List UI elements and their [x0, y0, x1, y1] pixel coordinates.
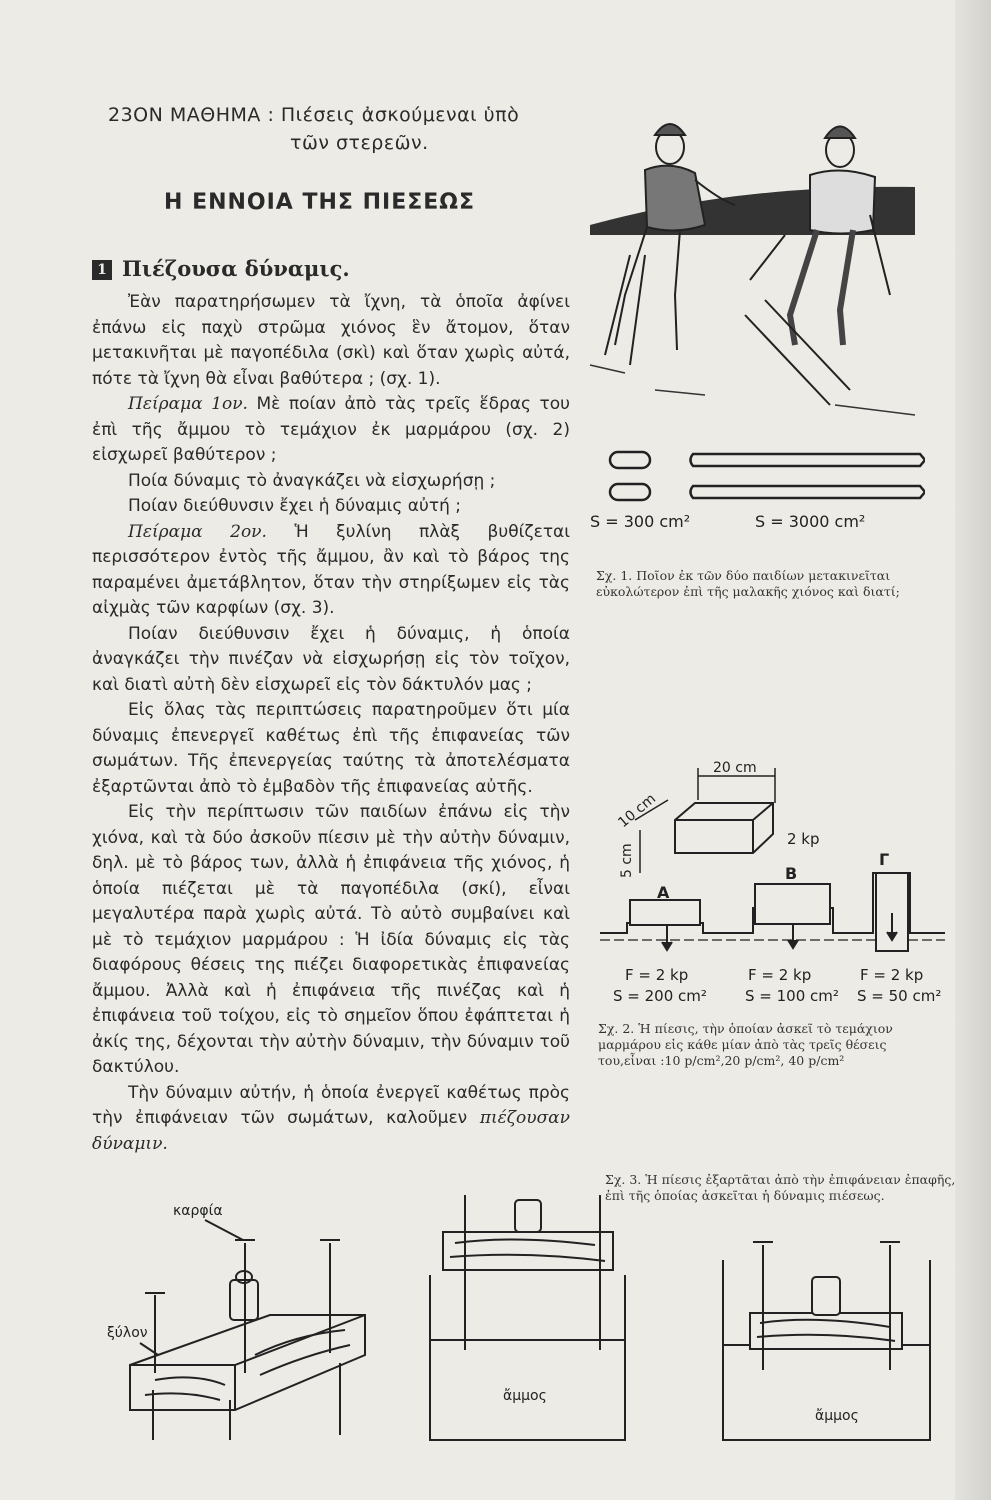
experiment-2-label: Πείραμα 2ον. — [128, 521, 267, 542]
force-b-label: F = 2 kp — [748, 966, 812, 984]
figure-2-caption: Σχ. 2. Ἡ πίεσις, τὴν ὁποίαν ἀσκεῖ τὸ τεμάχιον μαρμάρου εἰς κάθε μίαν ἀπὸ τὰς τρεῖς θέσεις του,εἶναι :10 p/cm²,20 p/cm², 40 p/cm² — [598, 1021, 893, 1068]
figure-3-nails-illustration — [95, 1195, 955, 1445]
experiment-1-label: Πείραμα 1ον. — [128, 394, 248, 414]
paragraph-3: Ποία δύναμις τὸ ἀναγκάζει νὰ εἰσχωρήσῃ ; — [128, 470, 496, 491]
area-small-label: S = 300 cm² — [590, 512, 691, 530]
paragraph-5-text: Ἡ ξυλίνη πλὰξ βυθίζεται περισσότερον ἐντὸς τῆς ἄμμου, ἂν καὶ τὸ βάρος της παραμένει ἀμετάβλητον, ὅταν τὴν στηρίξωμεν εἰς τὰς αἰχμὰς τῶν καρφίων (σχ. 3). — [92, 521, 571, 618]
figure-3-caption: Σχ. 3. Ἡ πίεσις ἐξαρτᾶται ἀπὸ τὴν ἐπιφάνειαν ἐπαφῆς, ἐπὶ τῆς ὁποίας ἀσκεῖται ἡ δύναμις πιέσεως. — [605, 1172, 956, 1203]
lesson-header — [108, 104, 548, 154]
lesson-header-line-2: τῶν στερεῶν. — [290, 132, 429, 154]
ski-bottom — [691, 486, 926, 498]
main-text-block — [92, 290, 570, 1157]
area-large-label: S = 3000 cm² — [755, 512, 866, 530]
label-sand-2: ἄμμος — [815, 1408, 859, 1424]
force-a-label: F = 2 kp — [625, 966, 689, 984]
term-pressing-force: πιέζουσαν δύναμιν. — [92, 1108, 570, 1154]
label-b: Β — [785, 864, 798, 883]
force-c-label: F = 2 kp — [860, 966, 924, 984]
chapter-title: Η ΕΝΝΟΙΑ ΤΗΣ ΠΙΕΣΕΩΣ — [164, 190, 476, 215]
block-b — [755, 884, 830, 924]
lesson-header-line-1: 23ΟΝ ΜΑΘΗΜΑ : Πιέσεις ἀσκούμεναι ὑπὸ — [108, 104, 520, 126]
paragraph-7: Εἰς ὅλας τὰς περιπτώσεις παρατηροῦμεν ὅτι μία δύναμις ἐπενεργεῖ καθέτως ἐπὶ τῆς ἐπιφανείας τῶν σωμάτων. Τῆς ἐπενεργείας ταύτης τὰ ἀποτελέσματα ἐξαρτῶνται ἀπὸ τὸ ἐμβαδὸν τῆς ἐπιφανείας αὐτῆς. — [92, 700, 570, 797]
label-sand-1: ἄμμος — [503, 1388, 547, 1404]
block-weight-label: 2 kp — [787, 830, 820, 848]
paragraph-8: Εἰς τὴν περίπτωσιν τῶν παιδίων ἐπάνω εἰς τὴν χιόνα, καὶ τὰ δύο ἀσκοῦν πίεσιν μὲ τὴν αὐτὴν δύναμιν, δηλ. μὲ τὸ βάρος των, ἀλλὰ ἡ ἐπιφάνεια τῆς χιόνος, ἡ ὁποία πιέζεται μὲ τὰ παγοπέδιλα (σκί), εἶναι μεγαλυτέρα παρὰ χωρὶς αὐτά. Τὸ αὐτὸ συμβαίνει καὶ μὲ τὸ τεμάχιον μαρμάρου : Ἡ ἰδία δύναμις εἰς τὰς διαφόρους θέσεις της πιέζει διαφορετικὰς ἐπιφανείας ἄμμου. Ἀλλὰ καὶ ἡ ἐπιφάνεια τῆς πινέζας καὶ ἡ ἐπιφάνεια τοῦ τοίχου, εἰς τὸ σημεῖον ὅπου ἐφάπτεται ἡ ἀκίς της, δέχονται τὴν αὐτὴν δύναμιν, τὴν δύναμιν τοῦ δακτύλου. — [92, 802, 570, 1077]
figure-2-marble-block-diagram — [595, 758, 955, 1010]
paragraph-2-text: Μὲ ποίαν ἀπὸ τὰς τρεῖς ἕδρας του ἐπὶ τῆς ἄμμου τὸ τεμάχιον ἐκ μαρμάρου (σχ. 2) εἰσχωρεῖ βαθύτερον ; — [92, 394, 570, 465]
section-number: 1 — [92, 260, 112, 280]
marble-block-3d — [675, 803, 773, 853]
label-c: Γ — [879, 850, 890, 869]
footprint-top — [610, 452, 650, 468]
snow-ground — [590, 235, 915, 415]
paragraph-1: Ἐὰν παρατηρήσωμεν τὰ ἴχνη, τὰ ὁποῖα ἀφίνει ἐπάνω εἰς παχὺ στρῶμα χιόνος ἓν ἄτομον, ὅταν μετακινῆται μὲ παγοπέδιλα (σκὶ) καὶ ὅταν χωρὶς αὐτά, πότε τὰ ἴχνη θὰ εἶναι βαθύτερα ; (σχ. 1). — [92, 292, 570, 389]
area-b-label: S = 100 cm² — [745, 987, 839, 1005]
paragraph-4: Ποίαν διεύθυνσιν ἔχει ἡ δύναμις αὐτή ; — [128, 496, 461, 516]
area-c-label: S = 50 cm² — [857, 987, 942, 1005]
label-wood: ξύλον — [107, 1325, 148, 1341]
figure-1-footprint-comparison — [585, 440, 925, 530]
paragraph-6: Ποίαν διεύθυνσιν ἔχει ἡ δύναμις, ἡ ὁποία ἀναγκάζει τὴν πινέζαν νὰ εἰσχωρήσῃ εἰς τὸν τοῖχον, καὶ διατὶ αὐτὴ δὲν εἰσχωρεῖ εἰς τὸν δάκτυλόν μας ; — [92, 623, 570, 695]
dimension-width-label: 10 cm — [615, 790, 659, 832]
section-heading — [92, 256, 350, 281]
block-a — [630, 900, 700, 925]
label-a: Α — [657, 883, 670, 902]
paragraph-5 — [92, 520, 570, 622]
paragraph-2 — [92, 392, 570, 469]
dimension-height-label: 5 cm — [619, 843, 635, 878]
figure-1-caption: Σχ. 1. Ποῖον ἐκ τῶν δύο παιδίων μετακινεῖται εὐκολώτερον ἐπὶ τῆς μαλακῆς χιόνος καὶ διατί; — [596, 568, 900, 599]
footprint-bottom — [610, 484, 650, 500]
ski-top — [691, 454, 926, 466]
figure-1-skiers-illustration — [585, 105, 925, 435]
dimension-length-label: 20 cm — [713, 760, 757, 776]
page-edge-shadow — [955, 0, 991, 1500]
label-nails: καρφία — [173, 1203, 223, 1219]
section-title: Πιέζουσα δύναμις. — [122, 256, 350, 281]
paragraph-9 — [92, 1081, 570, 1158]
paragraph-9-text: Τὴν δύναμιν αὐτήν, ἡ ὁποία ἐνεργεῖ καθέτως πρὸς τὴν ἐπιφάνειαν τῶν σωμάτων, καλοῦμεν — [92, 1082, 570, 1128]
nails-board-left — [130, 1220, 365, 1440]
area-a-label: S = 200 cm² — [613, 987, 707, 1005]
